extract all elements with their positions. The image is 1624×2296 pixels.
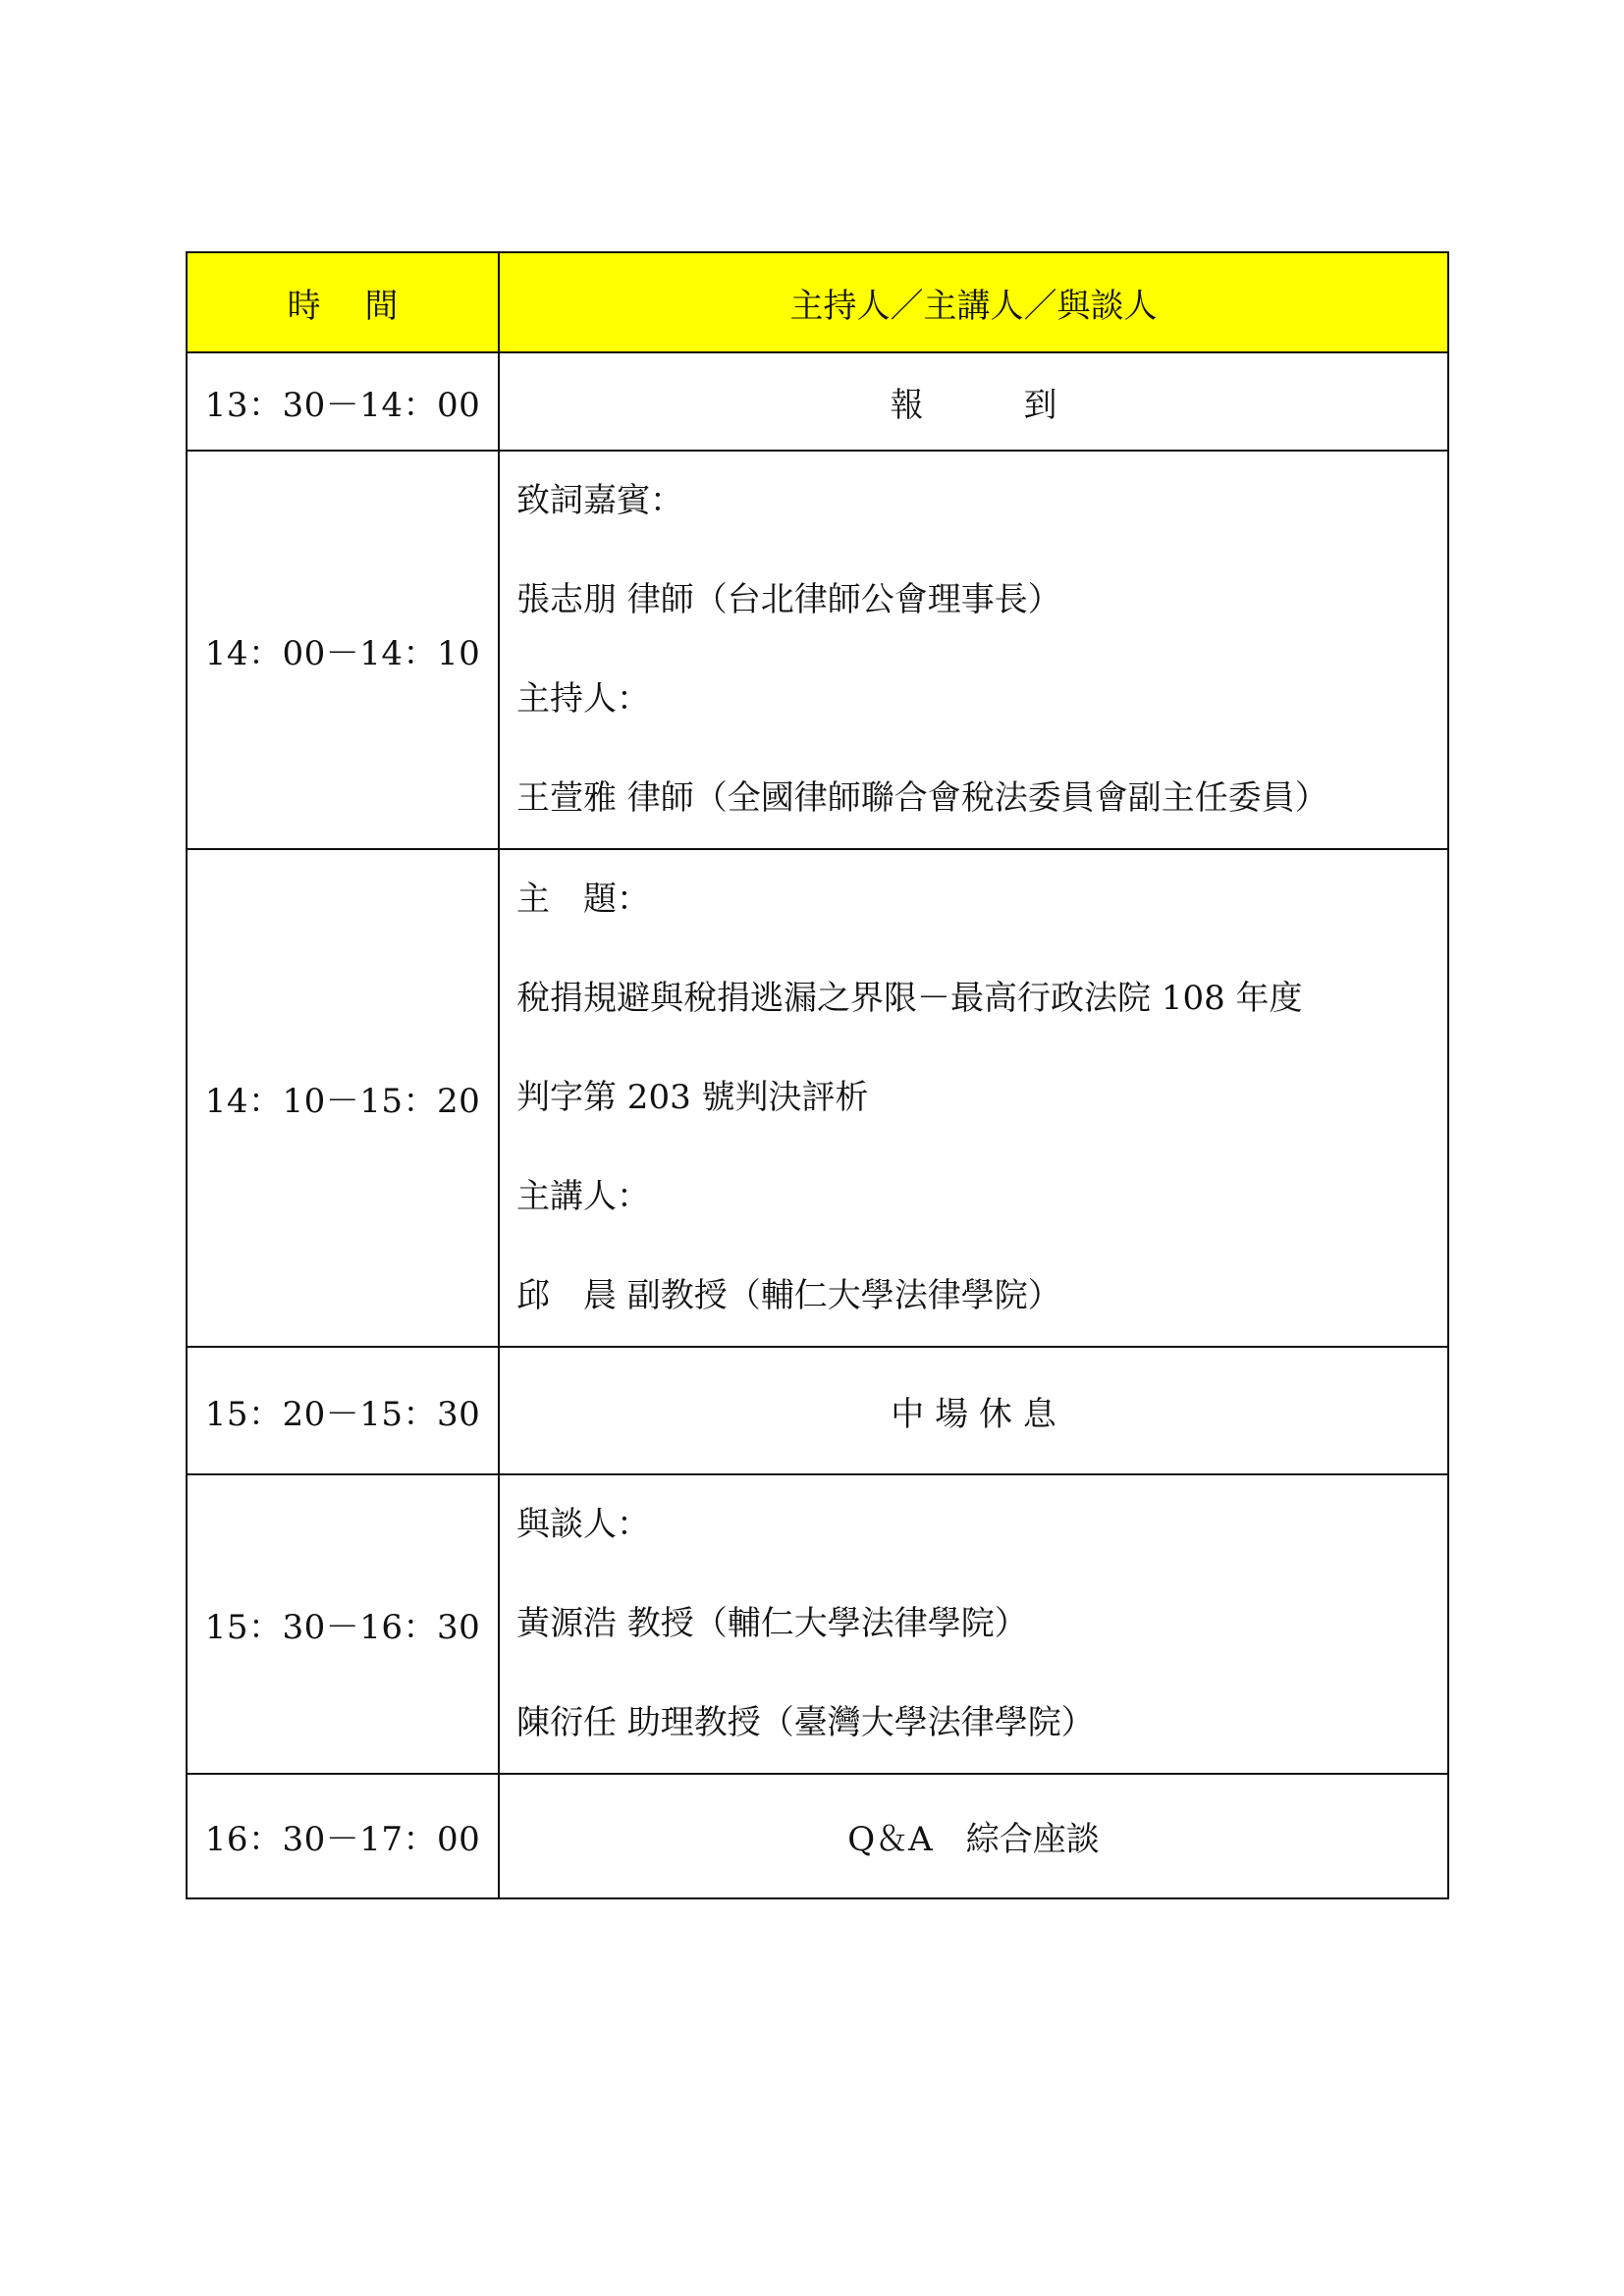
session-title: Q＆A 綜合座談 (499, 1774, 1448, 1898)
role-label: 致詞嘉賓： (516, 481, 683, 520)
topic-line: 稅捐規避與稅捐逃漏之界限－最高行政法院 108 年度 (516, 979, 1303, 1018)
time-slot: 14：10－15：20 (187, 849, 499, 1347)
agenda-row-opening (187, 451, 1448, 849)
agenda-row-lecture (187, 849, 1448, 1347)
time-slot: 14：00－14：10 (187, 451, 499, 849)
agenda-table (186, 251, 1449, 1899)
speaker-entry: 王萱雅 律師（全國律師聯合會稅法委員會副主任委員） (516, 778, 1328, 818)
speaker-entry: 黃源浩 教授（輔仁大學法律學院） (516, 1604, 1028, 1643)
agenda-row-qa (187, 1774, 1448, 1898)
header-people: 主持人／主講人／與談人 (499, 252, 1448, 352)
agenda-row-signin (187, 352, 1448, 451)
speaker-entry: 張志朋 律師（台北律師公會理事長） (516, 580, 1061, 619)
speaker-entry: 陳衍任 助理教授（臺灣大學法律學院） (516, 1703, 1095, 1742)
session-details (499, 1474, 1448, 1774)
header-time: 時 間 (187, 252, 499, 352)
speaker-entry: 邱 晨 副教授（輔仁大學法律學院） (516, 1276, 1061, 1315)
time-slot: 13：30－14：00 (187, 352, 499, 451)
topic-line: 判字第 203 號判決評析 (516, 1078, 869, 1117)
role-label: 與談人： (516, 1505, 650, 1544)
time-slot: 15：30－16：30 (187, 1474, 499, 1774)
session-title: 報 到 (499, 352, 1448, 451)
agenda-row-break (187, 1347, 1448, 1474)
agenda-row-panel (187, 1474, 1448, 1774)
session-details (499, 849, 1448, 1347)
role-label: 主講人： (516, 1177, 650, 1216)
session-details (499, 451, 1448, 849)
time-slot: 15：20－15：30 (187, 1347, 499, 1474)
time-slot: 16：30－17：00 (187, 1774, 499, 1898)
session-title: 中 場 休 息 (499, 1347, 1448, 1474)
agenda-header-row (187, 252, 1448, 352)
role-label: 主 題： (516, 880, 650, 919)
role-label: 主持人： (516, 679, 650, 719)
